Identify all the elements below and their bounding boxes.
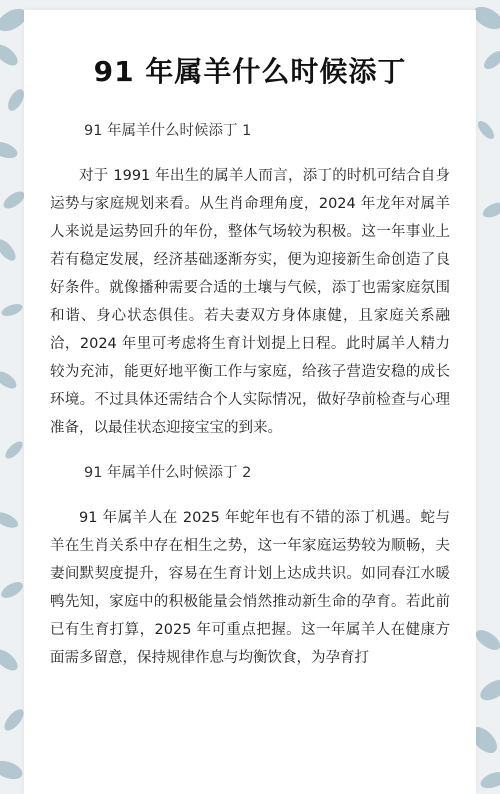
section-paragraph-1: 对于 1991 年出生的属羊人而言，添丁的时机可结合自身运势与家庭规划来看。从生肖命理角度，2024 年龙年对属羊人来说是运势回升的年份，整体气场较为积极。这一年事业上若有稳定发展，经济基础逐渐夯实，便为迎接新生命创造了良好条件。就像播种需要合适的土壤与气候，添丁也需家庭氛围和谐、身心状态俱佳。若夫妻双方身体康健，且家庭关系融洽，2024 年里可考虑将生育计划提上日程。此时属羊人精力较为充沛，能更好地平衡工作与家庭，给孩子营造安稳的成长环境。不过具体还需结合个人实际情况，做好孕前检查与心理准备，以最佳状态迎接宝宝的到来。 [50,168,450,436]
section-heading-2: 91 年属羊什么时候添丁 2 [84,465,252,481]
section-paragraph-2: 91 年属羊人在 2025 年蛇年也有不错的添丁机遇。蛇与羊在生肖关系中存在相生之势，这一年家庭运势较为顺畅，夫妻间默契度提升，容易在生育计划上达成共识。如同春江水暖鸭先知，家庭中的积极能量会悄然推动新生命的孕育。若此前已有生育打算，2025 年可重点把握。这一年属羊人在健康方面需多留意，保持规律作息与均衡饮食，为孕育打 [50,510,450,666]
article-body [50,118,450,690]
document-page [24,10,476,794]
page-title: 91 年属羊什么时候添丁 [93,55,407,88]
section-heading-1: 91 年属羊什么时候添丁 1 [84,123,252,139]
